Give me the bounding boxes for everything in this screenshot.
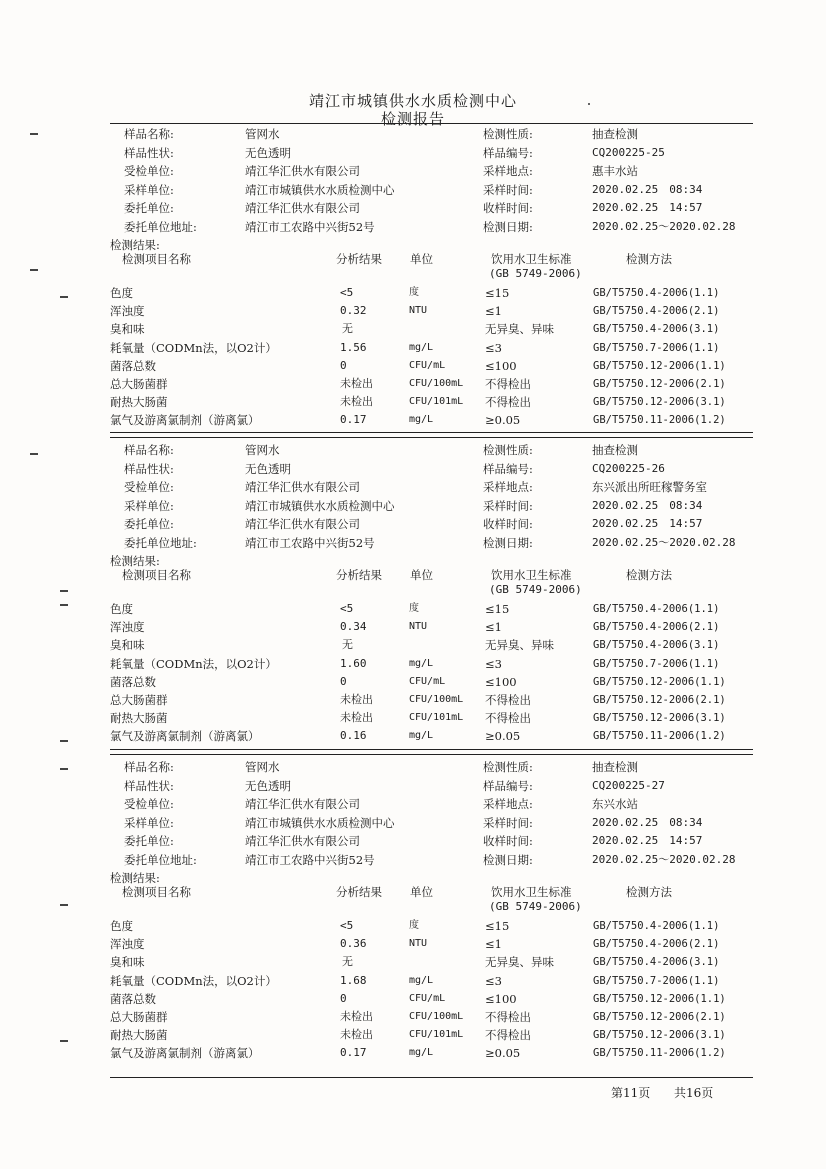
col-header-item: 检测项目名称 [122, 252, 191, 266]
result-method: GB/T5750.7-2006(1.1) [593, 974, 720, 987]
result-method: GB/T5750.4-2006(2.1) [593, 621, 720, 634]
label-sample-desc: 样品性状: [124, 461, 174, 476]
result-method: GB/T5750.7-2006(1.1) [593, 341, 720, 354]
result-method: GB/T5750.4-2006(1.1) [593, 920, 720, 932]
result-method: GB/T5750.12-2006(1.1) [593, 359, 726, 372]
result-method: GB/T5750.12-2006(3.1) [593, 396, 726, 409]
label-sampling-unit: 采样单位: [124, 815, 174, 830]
result-unit: CFU/100mL [409, 1011, 464, 1022]
value-client-unit: 靖江华汇供水有限公司 [245, 834, 360, 848]
col-header-unit: 单位 [410, 885, 433, 899]
value-sample-no: CQ200225-25 [592, 145, 665, 159]
result-value: <5 [340, 286, 354, 299]
result-unit: CFU/100mL [409, 694, 464, 705]
result-unit: CFU/101mL [409, 712, 464, 724]
result-item: 浑浊度 [110, 937, 145, 952]
result-item: 总大肠菌群 [110, 1010, 168, 1024]
value-sampling-site: 惠丰水站 [592, 164, 638, 178]
result-method: GB/T5750.4-2006(3.1) [593, 956, 720, 969]
result-item: 菌落总数 [110, 358, 156, 373]
scan-margin-mark [60, 296, 68, 298]
value-sampling-time: 2020.02.25 08:34 [592, 815, 703, 829]
value-sampling-site: 东兴水站 [592, 797, 638, 811]
label-inspected-unit: 受检单位: [124, 164, 174, 178]
col-header-standard: 饮用水卫生标准 [491, 252, 572, 266]
result-unit: mg/L [409, 1047, 434, 1059]
result-standard: ≤15 [485, 286, 510, 300]
result-item: 耗氧量（CODMn法，以O2计） [110, 973, 277, 988]
result-unit: 度 [409, 920, 419, 931]
value-client-address: 靖江市工农路中兴街52号 [245, 535, 375, 550]
label-sampling-unit: 采样单位: [124, 498, 174, 513]
result-item: 耐热大肠菌 [110, 395, 168, 410]
value-test-nature: 抽查检测 [592, 760, 638, 774]
result-value: 1.56 [340, 340, 367, 354]
result-value: 未检出 [340, 693, 373, 706]
col-header-item: 检测项目名称 [122, 885, 191, 899]
result-value: 未检出 [340, 377, 373, 390]
result-method: GB/T5750.4-2006(1.1) [593, 287, 720, 299]
result-item: 臭和味 [110, 955, 145, 970]
value-sampling-time: 2020.02.25 08:34 [592, 498, 703, 512]
value-sampling-time: 2020.02.25 08:34 [592, 182, 703, 196]
col-header-method: 检测方法 [626, 885, 672, 899]
label-test-date: 检测日期: [483, 219, 533, 234]
result-unit: mg/L [409, 341, 434, 353]
label-sample-no: 样品编号: [483, 145, 533, 160]
result-method: GB/T5750.4-2006(1.1) [593, 603, 720, 615]
result-method: GB/T5750.4-2006(3.1) [593, 323, 720, 336]
label-test-date: 检测日期: [483, 852, 533, 867]
label-receipt-time: 收样时间: [483, 834, 533, 848]
section-bottom-rule [110, 749, 753, 750]
result-method: GB/T5750.12-2006(1.1) [593, 675, 726, 688]
result-unit: mg/L [409, 414, 434, 426]
result-item: 色度 [110, 602, 133, 616]
result-standard: ≥0.05 [485, 729, 521, 744]
scan-margin-mark [60, 740, 68, 742]
result-method: GB/T5750.4-2006(3.1) [593, 639, 720, 652]
result-standard: 不得检出 [485, 693, 531, 707]
result-method: GB/T5750.11-2006(1.2) [593, 414, 726, 427]
result-standard: ≤3 [485, 340, 502, 355]
report-title: 靖江市城镇供水水质检测中心 [308, 92, 517, 110]
value-sampling-site: 东兴派出所旺稼警务室 [592, 480, 707, 494]
result-standard: ≤1 [485, 937, 502, 952]
result-item: 耐热大肠菌 [110, 711, 168, 726]
result-value: 0.36 [340, 937, 367, 951]
result-item: 浑浊度 [110, 304, 145, 319]
result-value: 0 [340, 991, 347, 1005]
value-test-date: 2020.02.25～2020.02.28 [592, 852, 736, 866]
col-header-unit: 单位 [410, 252, 433, 266]
result-standard: ≤100 [485, 674, 517, 689]
result-item: 菌落总数 [110, 991, 156, 1006]
label-sampling-unit: 采样单位: [124, 182, 174, 197]
result-method: GB/T5750.12-2006(1.1) [593, 992, 726, 1005]
label-client-address: 委托单位地址: [124, 852, 197, 867]
result-standard: ≤100 [485, 991, 517, 1006]
result-standard: ≤15 [485, 919, 510, 933]
label-client-address: 委托单位地址: [124, 535, 197, 550]
result-value: 0.17 [340, 1046, 367, 1060]
scan-margin-mark [60, 768, 68, 770]
result-unit: NTU [409, 938, 428, 950]
label-sample-name: 样品名称: [124, 760, 174, 774]
section-top-rule [110, 437, 753, 438]
result-unit: CFU/100mL [409, 378, 464, 389]
label-sample-name: 样品名称: [124, 127, 174, 141]
result-standard: 无异臭、异味 [485, 638, 554, 653]
page-total: 共16页 [674, 1086, 714, 1100]
result-value: <5 [340, 919, 354, 932]
label-sampling-time: 采样时间: [483, 182, 533, 197]
result-method: GB/T5750.11-2006(1.2) [593, 1047, 726, 1060]
col-header-result: 分析结果 [336, 568, 382, 582]
result-item: 耗氧量（CODMn法，以O2计） [110, 656, 277, 671]
result-item: 臭和味 [110, 638, 145, 653]
label-inspected-unit: 受检单位: [124, 797, 174, 811]
result-method: GB/T5750.4-2006(2.1) [593, 305, 720, 318]
result-item: 浑浊度 [110, 620, 145, 635]
label-inspected-unit: 受检单位: [124, 480, 174, 494]
value-test-date: 2020.02.25～2020.02.28 [592, 219, 736, 233]
value-client-address: 靖江市工农路中兴街52号 [245, 852, 375, 867]
scan-margin-mark [60, 904, 68, 906]
label-client-unit: 委托单位: [124, 201, 174, 215]
scan-margin-mark [60, 590, 68, 592]
value-test-nature: 抽查检测 [592, 443, 638, 457]
value-client-unit: 靖江华汇供水有限公司 [245, 517, 360, 531]
value-sample-no: CQ200225-27 [592, 778, 665, 792]
value-test-date: 2020.02.25～2020.02.28 [592, 535, 736, 549]
result-standard: ≤100 [485, 358, 517, 373]
label-test-date: 检测日期: [483, 535, 533, 550]
result-item: 总大肠菌群 [110, 693, 168, 707]
result-standard: 不得检出 [485, 395, 531, 410]
result-standard: ≥0.05 [485, 1046, 521, 1061]
col-header-standard-ref: (GB 5749-2006) [489, 900, 582, 913]
result-standard: 不得检出 [485, 377, 531, 391]
result-unit: mg/L [409, 657, 434, 669]
value-sampling-unit: 靖江市城镇供水水质检测中心 [245, 815, 395, 830]
result-value: 未检出 [340, 1028, 373, 1042]
value-sample-name: 管网水 [245, 760, 280, 774]
result-unit: CFU/101mL [409, 1029, 464, 1041]
result-method: GB/T5750.11-2006(1.2) [593, 730, 726, 743]
value-inspected-unit: 靖江华汇供水有限公司 [245, 797, 360, 811]
col-header-method: 检测方法 [626, 568, 672, 582]
results-label: 检测结果: [110, 238, 160, 252]
result-value: 无 [342, 638, 353, 652]
result-method: GB/T5750.12-2006(2.1) [593, 694, 726, 706]
value-sample-desc: 无色透明 [245, 461, 291, 476]
page-current: 第11页 [611, 1086, 651, 1100]
label-test-nature: 检测性质: [483, 127, 533, 141]
value-sample-name: 管网水 [245, 127, 280, 141]
scan-margin-mark [30, 269, 38, 271]
result-item: 耐热大肠菌 [110, 1028, 168, 1043]
result-unit: CFU/mL [409, 992, 446, 1004]
result-standard: ≤1 [485, 304, 502, 319]
result-value: 0.16 [340, 729, 367, 743]
section-top-rule [110, 123, 753, 124]
label-sample-desc: 样品性状: [124, 778, 174, 793]
result-method: GB/T5750.12-2006(2.1) [593, 378, 726, 390]
result-unit: CFU/mL [409, 359, 446, 371]
result-value: 0.34 [340, 620, 367, 634]
value-sampling-unit: 靖江市城镇供水水质检测中心 [245, 498, 395, 513]
result-item: 氯气及游离氯制剂（游离氯） [110, 413, 260, 428]
footer-rule [110, 1077, 753, 1078]
value-sample-desc: 无色透明 [245, 778, 291, 793]
result-item: 氯气及游离氯制剂（游离氯） [110, 729, 260, 744]
label-sampling-time: 采样时间: [483, 815, 533, 830]
result-method: GB/T5750.4-2006(2.1) [593, 938, 720, 951]
label-client-address: 委托单位地址: [124, 219, 197, 234]
value-client-unit: 靖江华汇供水有限公司 [245, 201, 360, 215]
result-item: 色度 [110, 286, 133, 300]
result-value: 0 [340, 358, 347, 372]
result-standard: ≤3 [485, 656, 502, 671]
value-sample-name: 管网水 [245, 443, 280, 457]
result-standard: ≥0.05 [485, 413, 521, 428]
label-receipt-time: 收样时间: [483, 517, 533, 531]
result-value: 无 [342, 322, 353, 336]
result-method: GB/T5750.12-2006(3.1) [593, 1029, 726, 1042]
result-method: GB/T5750.12-2006(2.1) [593, 1011, 726, 1023]
result-item: 臭和味 [110, 322, 145, 337]
result-value: 未检出 [340, 1010, 373, 1023]
value-receipt-time: 2020.02.25 14:57 [592, 834, 703, 847]
scan-margin-mark [60, 1040, 68, 1042]
result-unit: CFU/mL [409, 675, 446, 687]
label-sampling-site: 采样地点: [483, 480, 533, 494]
value-test-nature: 抽查检测 [592, 127, 638, 141]
result-standard: 不得检出 [485, 1010, 531, 1024]
result-method: GB/T5750.12-2006(3.1) [593, 712, 726, 725]
label-sampling-site: 采样地点: [483, 797, 533, 811]
label-sampling-time: 采样时间: [483, 498, 533, 513]
value-receipt-time: 2020.02.25 14:57 [592, 201, 703, 214]
col-header-standard-ref: (GB 5749-2006) [489, 267, 582, 280]
label-sample-desc: 样品性状: [124, 145, 174, 160]
result-value: 未检出 [340, 395, 373, 409]
result-standard: 无异臭、异味 [485, 955, 554, 970]
section-bottom-rule [110, 432, 753, 433]
value-inspected-unit: 靖江华汇供水有限公司 [245, 480, 360, 494]
result-item: 总大肠菌群 [110, 377, 168, 391]
result-value: 1.60 [340, 656, 367, 670]
result-standard: 不得检出 [485, 711, 531, 726]
value-receipt-time: 2020.02.25 14:57 [592, 517, 703, 530]
value-sampling-unit: 靖江市城镇供水水质检测中心 [245, 182, 395, 197]
result-unit: 度 [409, 603, 419, 614]
col-header-result: 分析结果 [336, 252, 382, 266]
result-standard: 无异臭、异味 [485, 322, 554, 337]
result-unit: mg/L [409, 974, 434, 986]
result-value: 0.17 [340, 413, 367, 427]
results-label: 检测结果: [110, 554, 160, 568]
label-sample-no: 样品编号: [483, 778, 533, 793]
result-unit: NTU [409, 621, 428, 633]
scan-margin-mark [60, 604, 68, 606]
col-header-standard-ref: (GB 5749-2006) [489, 583, 582, 596]
col-header-unit: 单位 [410, 568, 433, 582]
scan-margin-mark [30, 453, 38, 455]
label-client-unit: 委托单位: [124, 834, 174, 848]
col-header-method: 检测方法 [626, 252, 672, 266]
value-sample-no: CQ200225-26 [592, 461, 665, 475]
value-inspected-unit: 靖江华汇供水有限公司 [245, 164, 360, 178]
label-test-nature: 检测性质: [483, 760, 533, 774]
value-sample-desc: 无色透明 [245, 145, 291, 160]
result-standard: ≤1 [485, 620, 502, 635]
col-header-result: 分析结果 [336, 885, 382, 899]
col-header-standard: 饮用水卫生标准 [491, 568, 572, 582]
col-header-item: 检测项目名称 [122, 568, 191, 582]
result-unit: NTU [409, 305, 428, 317]
result-unit: 度 [409, 287, 419, 298]
result-standard: ≤3 [485, 973, 502, 988]
result-value: 0.32 [340, 304, 367, 318]
scan-margin-mark [30, 133, 38, 135]
col-header-standard: 饮用水卫生标准 [491, 885, 572, 899]
label-receipt-time: 收样时间: [483, 201, 533, 215]
result-value: <5 [340, 602, 354, 615]
result-value: 未检出 [340, 711, 373, 725]
label-client-unit: 委托单位: [124, 517, 174, 531]
label-sampling-site: 采样地点: [483, 164, 533, 178]
value-client-address: 靖江市工农路中兴街52号 [245, 219, 375, 234]
report-subtitle: 检测报告 [380, 110, 445, 128]
result-unit: CFU/101mL [409, 396, 464, 408]
result-value: 0 [340, 674, 347, 688]
label-test-nature: 检测性质: [483, 443, 533, 457]
results-label: 检测结果: [110, 871, 160, 885]
label-sample-name: 样品名称: [124, 443, 174, 457]
result-value: 1.68 [340, 973, 367, 987]
result-item: 色度 [110, 919, 133, 933]
result-item: 氯气及游离氯制剂（游离氯） [110, 1046, 260, 1061]
section-top-rule [110, 754, 753, 755]
result-standard: 不得检出 [485, 1028, 531, 1043]
result-item: 菌落总数 [110, 674, 156, 689]
result-unit: mg/L [409, 730, 434, 742]
result-method: GB/T5750.7-2006(1.1) [593, 657, 720, 670]
scan-speck [588, 103, 590, 105]
label-sample-no: 样品编号: [483, 461, 533, 476]
result-item: 耗氧量（CODMn法，以O2计） [110, 340, 277, 355]
result-standard: ≤15 [485, 602, 510, 616]
result-value: 无 [342, 955, 353, 969]
